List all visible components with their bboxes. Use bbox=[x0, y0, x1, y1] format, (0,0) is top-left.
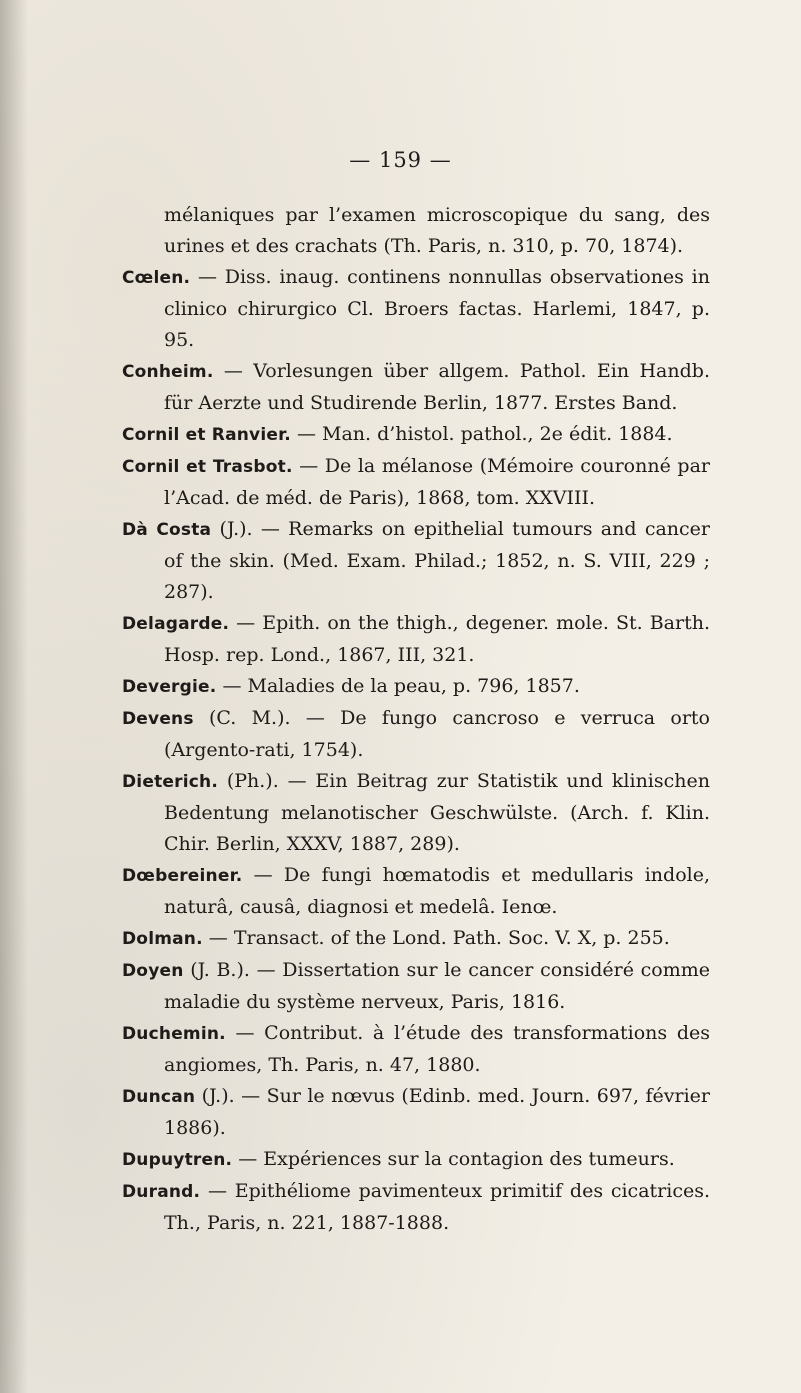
entry-author: Cœlen. bbox=[122, 268, 191, 288]
entry-text: — Diss. inaug. continens nonnullas observationes in clinico chirurgico Cl. Broers factas. Harlemi, 1847, p. 95. bbox=[164, 266, 710, 351]
binding-shadow bbox=[0, 0, 28, 1393]
bibliography-entry bbox=[122, 766, 710, 860]
entry-text: — Vorlesungen über allgem. Pathol. Ein Handb. für Aerzte und Studirende Berlin, 1877. Erstes Band. bbox=[164, 360, 710, 414]
entry-text: (C. M.). — De fungo cancroso e verruca orto (Argento-rati, 1754). bbox=[164, 707, 710, 761]
entry-text: — Man. d’histol. pathol., 2e édit. 1884. bbox=[290, 423, 673, 445]
entry-author: Doyen bbox=[122, 961, 184, 981]
entry-author: Duncan bbox=[122, 1087, 196, 1107]
entry-text: — Epith. on the thigh., degener. mole. St. Barth. Hosp. rep. Lond., 1867, III, 321. bbox=[164, 612, 710, 666]
bibliography-entry bbox=[122, 419, 710, 451]
bibliography-entry bbox=[122, 703, 710, 766]
bibliography-entry bbox=[122, 1176, 710, 1239]
entry-author: Devergie. bbox=[122, 677, 217, 697]
entry-author: Dœbereiner. bbox=[122, 866, 243, 886]
entry-text: — Transact. of the Lond. Path. Soc. V. X, p. 255. bbox=[202, 927, 670, 949]
entry-text: — Epithéliome pavimenteux primitif des cicatrices. Th., Paris, n. 221, 1887-1888. bbox=[164, 1180, 710, 1234]
entry-text: — Contribut. à l’étude des transformations des angiomes, Th. Paris, n. 47, 1880. bbox=[164, 1022, 710, 1076]
bibliography-entry bbox=[122, 262, 710, 356]
entry-text: (Ph.). — Ein Beitrag zur Statistik und klinischen Bedentung melanotischer Geschwülste. (Arch. f. Klin. Chir. Berlin, XXXV, 1887, 289). bbox=[164, 770, 710, 855]
entry-author: Conheim. bbox=[122, 362, 214, 382]
entry-author: Delagarde. bbox=[122, 614, 230, 634]
bibliography-entry bbox=[122, 514, 710, 608]
entry-author: Dolman. bbox=[122, 929, 203, 949]
bibliography-entry bbox=[122, 1081, 710, 1144]
entry-author: Cornil et Ranvier. bbox=[122, 425, 291, 445]
entry-author: Cornil et Trasbot. bbox=[122, 457, 293, 477]
entry-author: Dupuytren. bbox=[122, 1150, 233, 1170]
entry-author: Dieterich. bbox=[122, 772, 218, 792]
continued-entry: mélaniques par l’examen microscopique du sang, des urines et des crachats (Th. Paris, n. 310, p. 70, 1874). bbox=[164, 204, 710, 257]
bibliography-entry bbox=[122, 451, 710, 514]
entry-author: Duchemin. bbox=[122, 1024, 226, 1044]
entry-text: (J.). — Sur le nœvus (Edinb. med. Journ. 697, février 1886). bbox=[164, 1085, 710, 1139]
bibliography-entry bbox=[122, 955, 710, 1018]
entry-author: Devens bbox=[122, 709, 194, 729]
bibliography-entry bbox=[122, 356, 710, 419]
bibliography-entry bbox=[122, 1144, 710, 1176]
bibliography-entry bbox=[122, 923, 710, 955]
entry-text: — De la mélanose (Mémoire couronné par l’Acad. de méd. de Paris), 1868, tom. XXVIII. bbox=[164, 455, 710, 509]
page-number: — 159 — bbox=[349, 148, 452, 172]
entry-text: (J. B.). — Dissertation sur le cancer considéré comme maladie du système nerveux, Paris, 1816. bbox=[164, 959, 710, 1013]
bibliography-list bbox=[122, 200, 710, 1239]
entry-author: Dà Costa bbox=[122, 520, 212, 540]
entry-text: (J.). — Remarks on epithelial tumours and cancer of the skin. (Med. Exam. Philad.; 1852, n. S. VIII, 229 ; 287). bbox=[164, 518, 710, 603]
entry-text: — Expériences sur la contagion des tumeurs. bbox=[232, 1148, 675, 1170]
entry-text: — Maladies de la peau, p. 796, 1857. bbox=[216, 675, 580, 697]
bibliography-entry bbox=[122, 608, 710, 671]
entry-author: Durand. bbox=[122, 1182, 201, 1202]
bibliography-entry bbox=[122, 1018, 710, 1081]
bibliography-entry bbox=[122, 671, 710, 703]
entry-text: — De fungi hœmatodis et medullaris indole, naturâ, causâ, diagnosi et medelâ. Ienœ. bbox=[164, 864, 710, 918]
bibliography-entry bbox=[122, 860, 710, 923]
